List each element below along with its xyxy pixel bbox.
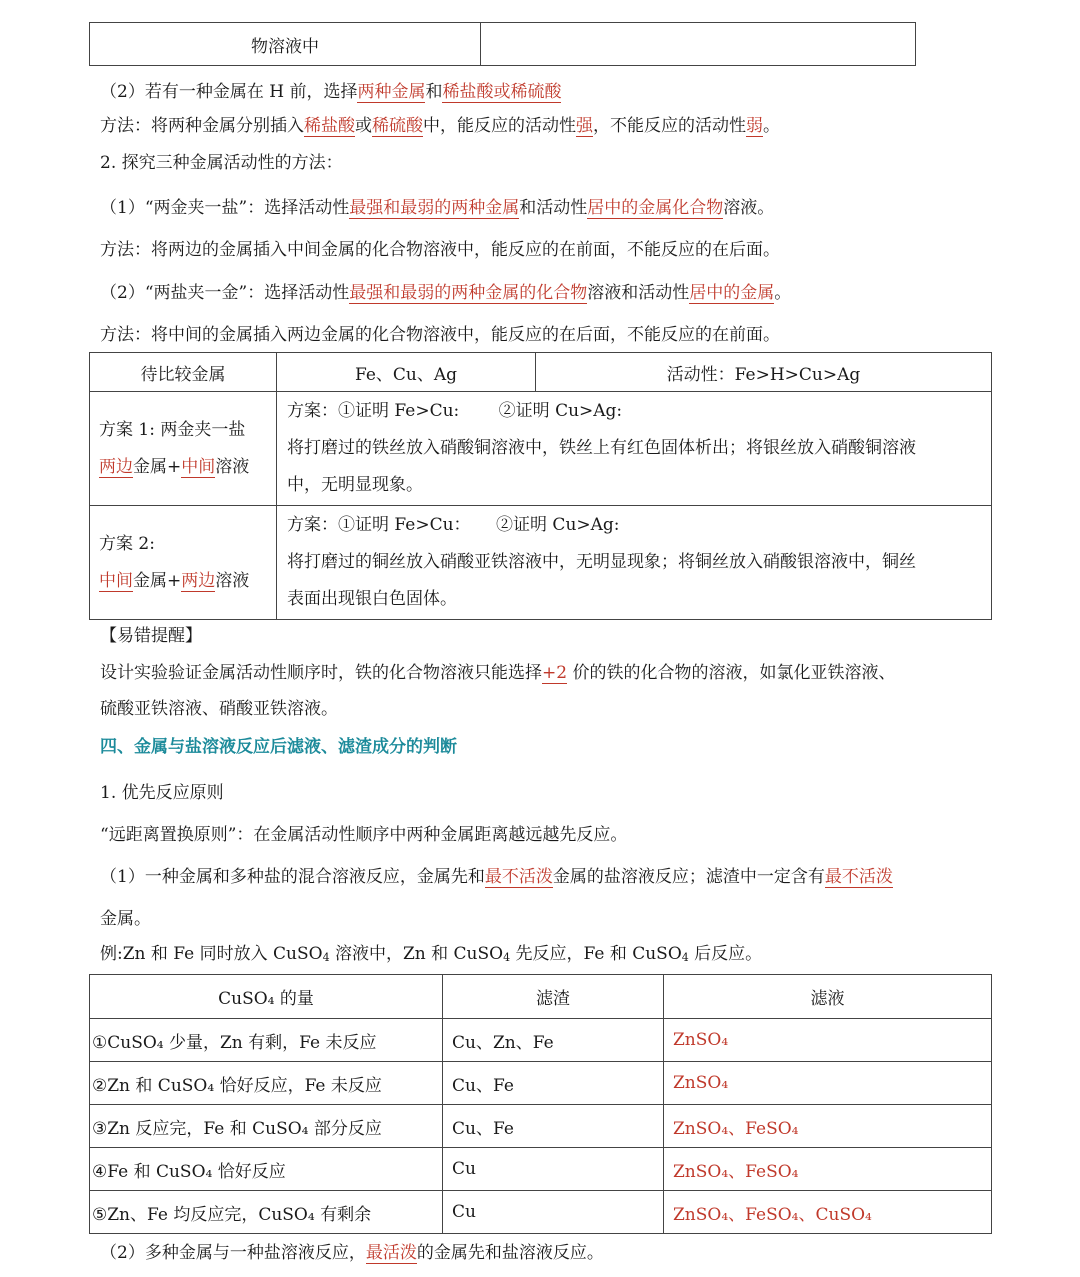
tip-line-1: 设计实验验证金属活动性顺序时，铁的化合物溶液只能选择+2 价的铁的化合物的溶液，如氯化亚铁溶液、: [100, 663, 896, 683]
th-fe-cu-ag: Fe、Cu、Ag: [277, 353, 536, 392]
line-p1: 1. 优先反应原则: [100, 783, 224, 803]
line-p2: “远距离置换原则”：在金属活动性顺序中两种金属距离越远越先反应。: [100, 825, 628, 845]
cuso4-table: [89, 974, 992, 1234]
plan1-label: 方案 1: 两金夹一盐 两边金属+中间溶液: [90, 392, 277, 506]
section-heading: 四、金属与盐溶液反应后滤液、滤渣成分的判断: [100, 737, 457, 757]
plan2-detail: 方案：①证明 Fe>Cu： ②证明 Cu>Ag: 将打磨过的铜丝放入硝酸亚铁溶液中，无明显现象；将铜丝放入硝酸银溶液中，铜丝 表面出现银白色固体。: [277, 506, 992, 620]
last-line: （2）多种金属与一种盐溶液反应，最活泼的金属先和盐溶液反应。: [100, 1243, 604, 1263]
table-row: ②Zn 和 CuSO₄ 恰好反应，Fe 未反应 Cu、Fe ZnSO₄: [90, 1062, 992, 1105]
example-line: 例:Zn 和 Fe 同时放入 CuSO$_4$ 溶液中，Zn 和 CuSO$_4$ 先反应，Fe 和 CuSO$_4$ 后反应。: [100, 944, 763, 964]
line-s3: 2. 探究三种金属活动性的方法：: [100, 153, 343, 173]
th-amount: CuSO₄ 的量: [90, 975, 443, 1019]
table-row: ④Fe 和 CuSO₄ 恰好反应 Cu ZnSO₄、FeSO₄: [90, 1148, 992, 1191]
line-s2: 方法：将两种金属分别插入稀盐酸或稀硫酸中，能反应的活动性强，不能反应的活动性弱。: [100, 116, 780, 136]
tip-title: 【易错提醒】: [100, 626, 202, 646]
tip-line-2: 硫酸亚铁溶液、硝酸亚铁溶液。: [100, 699, 338, 719]
line-s5: 方法：将两边的金属插入中间金属的化合物溶液中，能反应的在前面，不能反应的在后面。: [100, 240, 780, 260]
th-activity: 活动性：Fe>H>Cu>Ag: [536, 353, 992, 392]
th-residue: 滤渣: [443, 975, 664, 1019]
line-s4: （1）“两金夹一盐”：选择活动性最强和最弱的两种金属和活动性居中的金属化合物溶液。: [100, 198, 775, 218]
table-row: ⑤Zn、Fe 均反应完，CuSO₄ 有剩余 Cu ZnSO₄、FeSO₄、CuSO₄: [90, 1191, 992, 1234]
line-p3: （1）一种金属和多种盐的混合溶液反应，金属先和最不活泼金属的盐溶液反应；滤渣中一定含有最不活泼: [100, 867, 893, 887]
table-row: ①CuSO₄ 少量，Zn 有剩，Fe 未反应 Cu、Zn、Fe ZnSO₄: [90, 1019, 992, 1062]
line-s7: 方法：将中间的金属插入两边金属的化合物溶液中，能反应的在后面，不能反应的在前面。: [100, 325, 780, 345]
line-p3-cont: 金属。: [100, 909, 151, 929]
top-table-cell: 物溶液中: [90, 23, 481, 66]
plan2-label: 方案 2: 中间金属+两边溶液: [90, 506, 277, 620]
method-table: [89, 352, 992, 620]
top-table-empty-cell: [481, 23, 916, 66]
th-filtrate: 滤液: [664, 975, 992, 1019]
th-metals: 待比较金属: [90, 353, 277, 392]
line-s6: （2）“两盐夹一金”：选择活动性最强和最弱的两种金属的化合物溶液和活动性居中的金属。: [100, 283, 792, 303]
table-row: ③Zn 反应完，Fe 和 CuSO₄ 部分反应 Cu、Fe ZnSO₄、FeSO₄: [90, 1105, 992, 1148]
line-s1: （2）若有一种金属在 H 前，选择两种金属和稀盐酸或稀硫酸: [100, 82, 562, 102]
plan1-detail: 方案：①证明 Fe>Cu: ②证明 Cu>Ag: 将打磨过的铁丝放入硝酸铜溶液中，铁丝上有红色固体析出；将银丝放入硝酸铜溶液 中，无明显现象。: [277, 392, 992, 506]
top-table: [89, 22, 916, 66]
